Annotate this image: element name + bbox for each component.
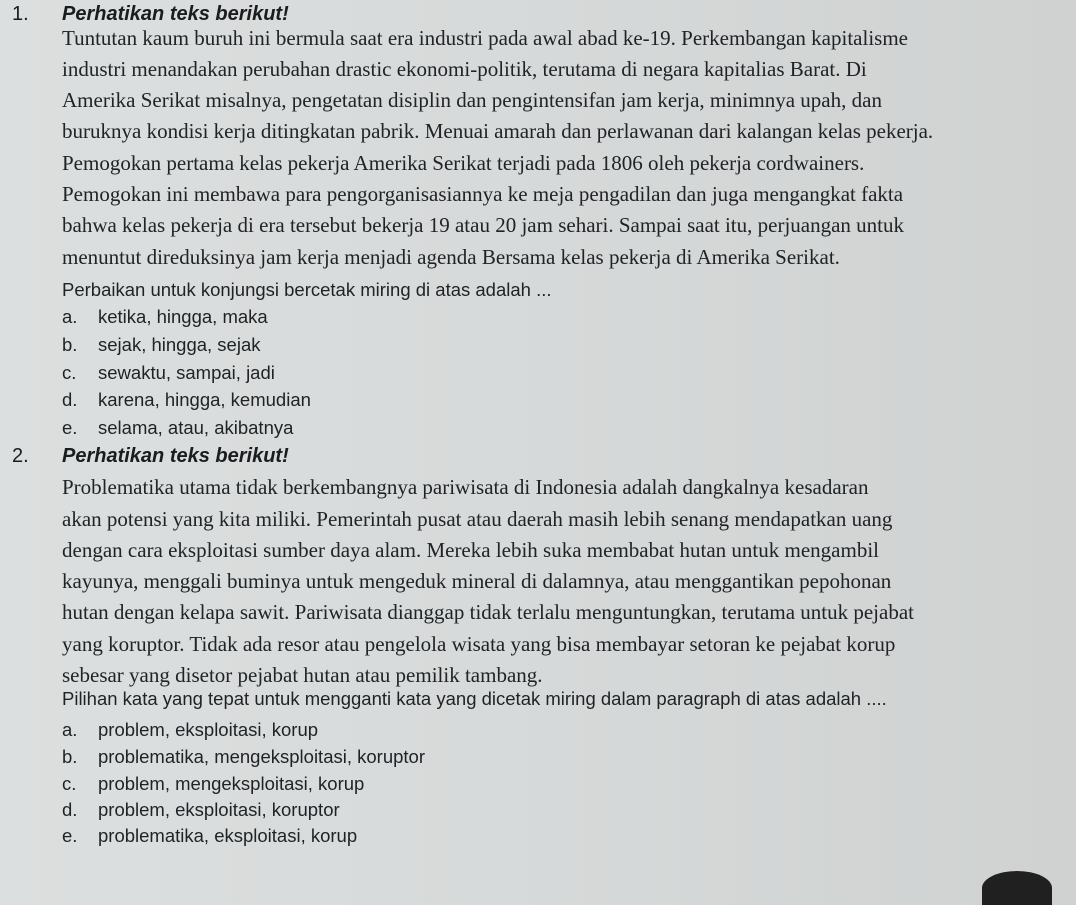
question-2-passage-line: Problematika utama tidak berkembangnya pariwisata di Indonesia adalah dangkalnya kesadaran [62,475,869,499]
question-1-passage-line: Amerika Serikat misalnya, pengetatan disiplin dan pengintensifan jam kerja, minimnya upah, dan [62,88,882,112]
option-letter: e. [62,825,78,846]
option-letter: b. [62,746,78,767]
question-2-option-c[interactable] [62,773,364,795]
question-2-option-b[interactable] [62,746,425,768]
option-letter: d. [62,799,78,820]
question-1-title: Perhatikan teks berikut! [62,3,289,25]
question-2-passage-line: yang koruptor. Tidak ada resor atau pengelola wisata yang bisa membayar setoran ke pejabat korup [62,632,896,656]
option-text: problematika, eksploitasi, korup [98,825,358,846]
option-text: sejak, hingga, sejak [98,334,261,355]
question-1-option-a[interactable] [62,306,268,328]
option-text: ketika, hingga, maka [98,306,268,327]
question-1-option-c[interactable] [62,362,275,384]
question-1-passage-line: menuntut direduksinya jam kerja menjadi agenda Bersama kelas pekerja di Amerika Serikat. [62,245,840,269]
question-2-option-a[interactable] [62,719,318,741]
question-1-passage-line: buruknya kondisi kerja ditingkatan pabrik. Menuai amarah dan perlawanan dari kalangan kelas pekerja. [62,119,934,143]
question-1-option-d[interactable] [62,389,311,411]
question-2-option-e[interactable] [62,825,357,847]
option-text: problem, mengeksploitasi, korup [98,773,365,794]
question-2-passage-line: akan potensi yang kita miliki. Pemerintah pusat atau daerah masih lebih senang mendapatkan uang [62,507,893,531]
page-corner-shadow [982,871,1052,905]
question-2-passage-line: sebesar yang disetor pejabat hutan atau pemilik tambang. [62,663,543,687]
option-letter: c. [62,773,77,794]
option-text: selama, atau, akibatnya [98,417,294,438]
option-letter: e. [62,417,78,438]
option-letter: a. [62,306,78,327]
question-2-passage-line: kayunya, menggali buminya untuk mengeduk mineral di dalamnya, atau menggantikan pepohonan [62,569,892,593]
question-2-passage-line: dengan cara eksploitasi sumber daya alam. Mereka lebih suka membabat hutan untuk mengambil [62,538,879,562]
question-1-passage-line: Pemogokan pertama kelas pekerja Amerika Serikat terjadi pada 1806 oleh pekerja cordwainers. [62,151,865,175]
option-text: problematika, mengeksploitasi, koruptor [98,746,425,767]
question-2-passage-line: hutan dengan kelapa sawit. Pariwisata dianggap tidak terlalu menguntungkan, terutama untuk pejabat [62,600,914,624]
option-letter: a. [62,719,78,740]
option-letter: c. [62,362,77,383]
option-text: karena, hingga, kemudian [98,389,311,410]
question-2-option-d[interactable] [62,799,340,821]
question-1-passage-line: Tuntutan kaum buruh ini bermula saat era industri pada awal abad ke-19. Perkembangan kapitalisme [62,26,908,50]
question-1-passage-line: bahwa kelas pekerja di era tersebut bekerja 19 atau 20 jam sehari. Sampai saat itu, perjuangan untuk [62,213,905,237]
option-letter: d. [62,389,78,410]
question-2-title: Perhatikan teks berikut! [62,445,289,467]
question-1-passage-line: Pemogokan ini membawa para pengorganisasiannya ke meja pengadilan dan juga mengangkat fakta [62,182,904,206]
option-text: problem, eksploitasi, korup [98,719,319,740]
option-text: sewaktu, sampai, jadi [98,362,275,383]
question-2-prompt: Pilihan kata yang tepat untuk mengganti kata yang dicetak miring dalam paragraph di atas adalah .... [62,688,887,709]
option-text: problem, eksploitasi, koruptor [98,799,340,820]
question-1-passage-line: industri menandakan perubahan drastic ekonomi-politik, terutama di negara kapitalias Barat. Di [62,57,867,81]
question-2-number: 2. [12,445,29,467]
option-letter: b. [62,334,78,355]
question-1-option-e[interactable] [62,417,293,439]
question-1-number: 1. [12,3,29,25]
question-1-option-b[interactable] [62,334,261,356]
question-1-prompt: Perbaikan untuk konjungsi bercetak miring di atas adalah ... [62,279,552,300]
